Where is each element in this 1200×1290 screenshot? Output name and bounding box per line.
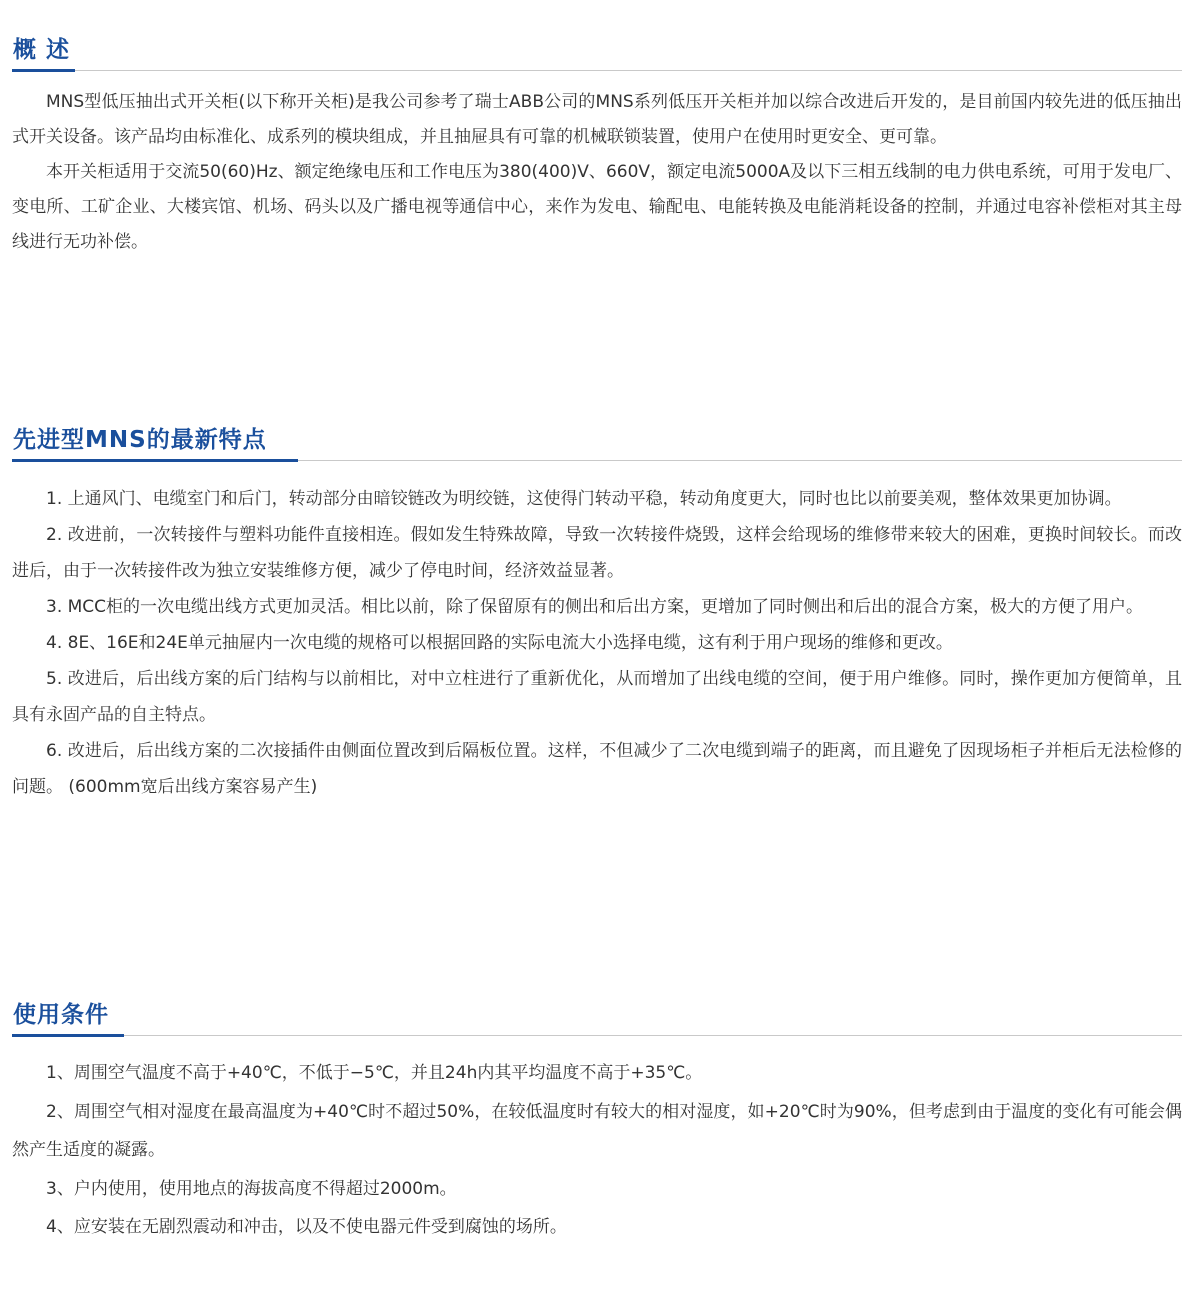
feature-item: 2. 改进前，一次转接件与塑料功能件直接相连。假如发生特殊故障，导致一次转接件烧毁，这样会给现场的维修带来较大的困难，更换时间较长。而改进后，由于一次转接件改为独立安装维修方便，减少了停电时间，经济效益显著。 [12, 525, 1182, 581]
overview-paragraph: 本开关柜适用于交流50(60)Hz、额定绝缘电压和工作电压为380(400)V、660V，额定电流5000A及以下三相五线制的电力供电系统，可用于发电厂、变电所、工矿企业、大楼宾馆、机场、码头以及广播电视等通信中心，来作为发电、输配电、电能转换及电能消耗设备的控制，并通过电容补偿柜对其主母线进行无功补偿。 [12, 162, 1182, 252]
conditions-title-underline [12, 1034, 124, 1037]
features-header [12, 420, 1182, 461]
overview-section [12, 30, 1182, 260]
condition-item: 1、周围空气温度不高于+40℃，不低于−5℃，并且24h内其平均温度不高于+35℃。 [46, 1063, 703, 1083]
conditions-section [12, 995, 1182, 1247]
feature-item: 4. 8E、16E和24E单元抽屉内一次电缆的规格可以根据回路的实际电流大小选择电缆，这有利于用户现场的维修和更改。 [46, 633, 953, 653]
condition-item: 2、周围空气相对湿度在最高温度为+40℃时不超过50%，在较低温度时有较大的相对湿度，如+20℃时为90%，但考虑到由于温度的变化有可能会偶然产生适度的凝露。 [12, 1101, 1182, 1160]
feature-item: 5. 改进后，后出线方案的后门结构与以前相比，对中立柱进行了重新优化，从而增加了出线电缆的空间，便于用户维修。同时，操作更加方便简单，且具有永固产品的自主特点。 [12, 669, 1182, 725]
conditions-body [12, 1054, 1182, 1247]
features-body [12, 481, 1182, 805]
overview-body [12, 85, 1182, 260]
features-title-underline [12, 459, 298, 462]
overview-header [12, 30, 1182, 71]
overview-title-underline [12, 69, 75, 72]
feature-item: 3. MCC柜的一次电缆出线方式更加灵活。相比以前，除了保留原有的侧出和后出方案，更增加了同时侧出和后出的混合方案，极大的方便了用户。 [46, 597, 1144, 617]
conditions-header [12, 995, 1182, 1036]
condition-item: 3、户内使用，使用地点的海拔高度不得超过2000m。 [46, 1178, 457, 1199]
condition-item: 4、应安装在无剧烈震动和冲击，以及不使电器元件受到腐蚀的场所。 [46, 1217, 567, 1237]
features-section [12, 420, 1182, 805]
overview-title: 概 述 [13, 37, 71, 63]
overview-paragraph: MNS型低压抽出式开关柜(以下称开关柜)是我公司参考了瑞士ABB公司的MNS系列低压开关柜并加以综合改进后开发的，是目前国内较先进的低压抽出式开关设备。该产品均由标准化、成系列的模块组成，并且抽屉具有可靠的机械联锁装置，使用户在使用时更安全、更可靠。 [12, 92, 1182, 147]
feature-item: 6. 改进后，后出线方案的二次接插件由侧面位置改到后隔板位置。这样，不但减少了二次电缆到端子的距离，而且避免了因现场柜子并柜后无法检修的问题。 (600mm宽后出线方案容易产生) [12, 741, 1182, 797]
features-title: 先进型MNS的最新特点 [13, 427, 267, 453]
feature-item: 1. 上通风门、电缆室门和后门，转动部分由暗铰链改为明绞链，这使得门转动平稳，转动角度更大，同时也比以前要美观，整体效果更加协调。 [46, 489, 1122, 509]
conditions-title: 使用条件 [13, 1002, 109, 1028]
